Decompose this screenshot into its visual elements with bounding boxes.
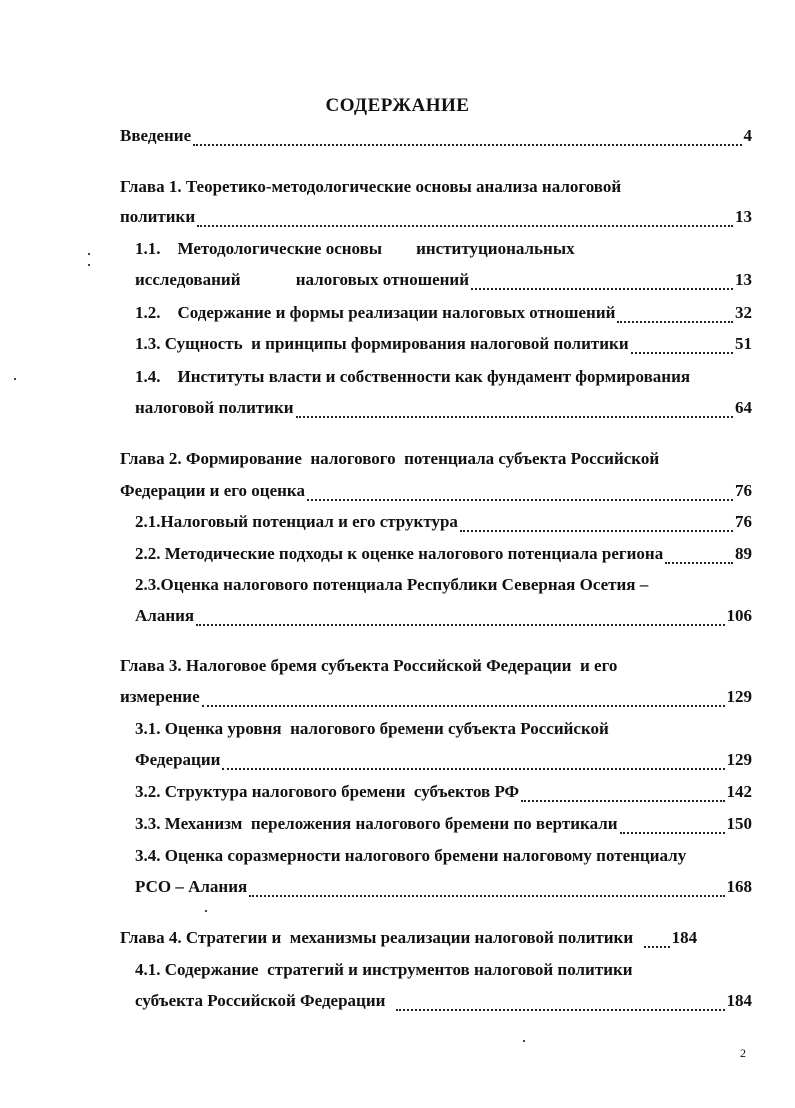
toc-section-3-3[interactable] <box>135 812 752 836</box>
toc-entry-text: 2.3.Оценка налогового потенциала Республики Северная Осетия – <box>135 575 649 594</box>
toc-section-3-2[interactable] <box>135 780 752 804</box>
toc-chapter-3-line-1[interactable] <box>120 654 752 678</box>
toc-chapter-2-line-2[interactable] <box>120 479 752 503</box>
leader-dots <box>631 338 733 354</box>
toc-entry-text: 2.1.Налоговый потенциал и его структура <box>135 512 458 531</box>
toc-section-4-1-line-2[interactable] <box>135 989 752 1013</box>
leader-dots <box>193 130 741 146</box>
toc-entry-text: Федерации и его оценка <box>120 481 305 500</box>
toc-section-1-4-line-1[interactable] <box>135 365 752 389</box>
toc-chapter-4[interactable] <box>120 926 752 950</box>
toc-entry-text: 3.1. Оценка уровня налогового бремени субъекта Российской <box>135 719 609 738</box>
toc-entry-text: Федерации <box>135 750 221 769</box>
toc-page-number: 142 <box>726 782 752 801</box>
toc-entry-text: налоговой политики <box>135 398 294 417</box>
page-number: 2 <box>740 1046 746 1060</box>
toc-entry-text: Глава 1. Теоретико-методологические основы анализа налоговой <box>120 177 622 196</box>
leader-dots <box>620 818 725 834</box>
toc-page-number: 184 <box>671 928 698 947</box>
toc-entry-text: 1.4. Институты власти и собственности как фундамент формирования <box>135 367 691 386</box>
scan-speck <box>523 1040 525 1042</box>
scan-speck <box>88 253 90 255</box>
leader-dots <box>617 307 733 323</box>
toc-entry-text: 1.1. Методологические основы институциональных <box>135 239 575 258</box>
toc-chapter-3-line-2[interactable] <box>120 685 752 709</box>
leader-dots <box>396 995 725 1011</box>
toc-section-3-1-line-1[interactable] <box>135 717 752 741</box>
toc-page-number: 76 <box>735 512 752 531</box>
toc-section-3-4-line-2[interactable] <box>135 875 752 899</box>
toc-page-number: 4 <box>743 126 752 145</box>
toc-entry-text: Глава 2. Формирование налогового потенциала субъекта Российской <box>120 449 660 468</box>
leader-dots <box>249 881 724 897</box>
toc-section-1-1-line-2[interactable] <box>135 268 752 292</box>
leader-dots <box>460 516 733 532</box>
toc-page-number: 106 <box>726 606 752 625</box>
toc-section-1-4-line-2[interactable] <box>135 396 752 420</box>
leader-dots <box>196 610 724 626</box>
toc-entry-text: измерение <box>120 687 200 706</box>
toc-entry-text: 1.3. Сущность и принципы формирования налоговой политики <box>135 334 629 353</box>
toc-section-2-1[interactable] <box>135 510 752 534</box>
toc-page-number: 129 <box>726 750 752 769</box>
toc-page-number: 129 <box>726 687 752 706</box>
toc-chapter-1-line-2[interactable] <box>120 205 752 229</box>
scan-speck <box>88 264 90 266</box>
toc-section-2-3-line-2[interactable] <box>135 604 752 628</box>
toc-entry-text: исследований налоговых отношений <box>135 270 469 289</box>
scan-speck <box>14 378 16 380</box>
toc-page-number: 89 <box>735 544 752 563</box>
leader-dots <box>665 548 733 564</box>
toc-chapter-2-line-1[interactable] <box>120 447 752 471</box>
toc-entry-text: 3.4. Оценка соразмерности налогового бремени налоговому потенциалу <box>135 846 687 865</box>
toc-page-number: 64 <box>735 398 752 417</box>
toc-page-number: 184 <box>726 991 752 1010</box>
leader-dots <box>644 932 670 948</box>
toc-section-1-3[interactable] <box>135 332 752 356</box>
toc-page-number: 32 <box>735 303 752 322</box>
leader-dots <box>471 274 733 290</box>
toc-entry-text: Глава 4. Стратегии и механизмы реализации налоговой политики <box>120 928 642 947</box>
toc-page-number: 51 <box>735 334 752 353</box>
toc-chapter-1-line-1[interactable] <box>120 175 752 199</box>
toc-entry-text: 3.3. Механизм переложения налогового бремени по вертикали <box>135 814 618 833</box>
toc-entry-text: Алания <box>135 606 195 625</box>
toc-section-2-2[interactable] <box>135 542 752 566</box>
toc-entry-text: Введение <box>120 126 192 145</box>
toc-page-number: 13 <box>735 270 752 289</box>
toc-section-3-1-line-2[interactable] <box>135 748 752 772</box>
leader-dots <box>222 754 724 770</box>
page-title: СОДЕРЖАНИЕ <box>325 95 470 116</box>
toc-section-3-4-line-1[interactable] <box>135 844 752 868</box>
toc-section-2-3-line-1[interactable] <box>135 573 752 597</box>
leader-dots <box>197 211 733 227</box>
toc-section-4-1-line-1[interactable] <box>135 958 752 982</box>
toc-page-number: 168 <box>726 877 752 896</box>
toc-entry-text: 4.1. Содержание стратегий и инструментов налоговой политики <box>135 960 633 979</box>
toc-section-1-1-line-1[interactable] <box>135 237 752 261</box>
toc-entry-text: РСО – Алания <box>135 877 248 896</box>
leader-dots <box>202 691 725 707</box>
leader-dots <box>296 402 733 418</box>
toc-entry-text: 3.2. Структура налогового бремени субъектов РФ <box>135 782 520 801</box>
toc-entry-text: 1.2. Содержание и формы реализации налоговых отношений <box>135 303 616 322</box>
toc-section-1-2[interactable] <box>135 301 752 325</box>
toc-entry-text: субъекта Российской Федерации <box>135 991 394 1010</box>
toc-page-number: 13 <box>735 207 752 226</box>
toc-entry-text: 2.2. Методические подходы к оценке налогового потенциала региона <box>135 544 664 563</box>
toc-entry-intro[interactable] <box>120 124 752 148</box>
toc-page-number: 150 <box>726 814 752 833</box>
toc-entry-text: Глава 3. Налоговое бремя субъекта Российской Федерации и его <box>120 656 618 675</box>
toc-page-number: 76 <box>735 481 752 500</box>
leader-dots <box>307 485 733 501</box>
leader-dots <box>521 786 724 802</box>
scan-speck <box>205 910 207 912</box>
toc-entry-text: политики <box>120 207 196 226</box>
